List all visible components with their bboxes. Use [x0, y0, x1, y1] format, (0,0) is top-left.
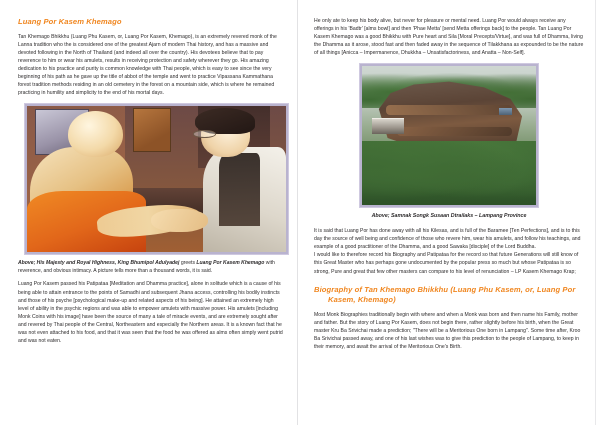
- mountain-temple-caption: Above; Samnak Songk Susaan Dtrailaks – Lampang Province: [371, 213, 527, 220]
- monk-and-king-photo: [24, 103, 289, 255]
- biography-subheading-line-1: Biography of Tan Khemago Bhikkhu (Luang Phu Kasem, or, Luang Por: [314, 284, 576, 294]
- mountain-temple-photo: [359, 63, 539, 208]
- caption-subject: Luang Por Kasem Khemago: [196, 260, 265, 267]
- left-paragraph-1: Tan Khemago Bhikkhu (Luang Phu Kasem, or, Luang Por Kasem, Khemago), is an extremely revered monk of the Lanna tradition who the is considered one of the greatest Ajarn of modern Thai history, and has a massive and devoted following in the North of Thailand (and indeed all over the country). His devotees believe that to pay reverence to him or wear his amulets, results in receiving protection and safety wherever they go. His amazing dedication to his practice and purity is common knowledge with Thai people, which is easy to see since the very beginning of his path as he gave up the title of abbot of the temple and went to practice Vipassana Kammathana forest tradition methods residing in an old cemetery in the forest on a mountain side, which is where he remained practicing in humility and simplicity to the end of his mortal days.: [18, 34, 277, 97]
- left-page: [0, 0, 297, 425]
- photo-temple-building: [372, 118, 403, 134]
- monk-and-king-figure: [18, 103, 283, 255]
- photo-monk-head: [68, 111, 122, 158]
- photo-inner: [27, 106, 286, 252]
- right-page: [298, 0, 600, 425]
- photo-forest-canopy: [362, 141, 536, 205]
- photo-inner: [362, 66, 536, 205]
- page-title: Luang Por Kasem Khemago: [18, 17, 122, 26]
- right-paragraph-1: He only ate to keep his body alive, but never for pleasure or mental need. Luang Por would always receive any offerings in his 'Badtr' [alms bowl] and then 'Phae Metta' [send Metta offerings back] to the people. Tan Luang Por Kasem Khemago was a good Bhikkhu with Pure heart and Sila [Moral Precepts/Virtue], and was full of Dhamma, living the Dhamma as it arose, stood fast and then faded away in the sequence of Tilakkhana as expounded to be the nature of all things [Anicca – Impermanence, Dhukkha – Unsatisfactoriness, and Anatta – Non-Self].: [314, 18, 584, 57]
- caption-lead: Above; His Majesty and Royal Highness, King Bhumipol Adulyadej: [18, 260, 180, 267]
- biography-subheading: [314, 285, 584, 306]
- photo-king-sash: [219, 153, 260, 226]
- photo-king-glasses: [193, 130, 216, 138]
- photo-wall-scroll: [133, 108, 171, 152]
- right-paragraph-3: I would like to therefore record his Biography and Patipataa for the record so that future Generations will still know of this Great Master who has perhaps gone undocumented by the popular press so much but whose Patipataa is so strong, Pure and great that few other masters can compare to his level of renunciation – LP Kasem Khemago Krap;: [314, 252, 579, 275]
- photo-temple-roof: [499, 108, 511, 115]
- left-paragraph-2: Luang Por Kasem passed his Patipataa [Meditation and Dhamma practice], alone in solitude which is a cause of his being able to attain entrance to the points of Samadhi and subsequent Jhana access, controlling his bodily instincts and those of his psyche [psychological make-up and related aspects of his being]. He attained an extremely high level of ability in the psychic regions and was able to empower amulets with massive power. His amulets [including Monk Coins with his image] have been the source of many a tale of miracle events, and are extremely sought after and revered by Thai people of the Central, Northeastern and especially the Northern areas. It is a known fact that he was not even attached to his food, and that it was seen that the food he was offered as alms often simply went putrid and was not eaten.: [18, 281, 283, 344]
- right-paragraph-2: It is said that Luang Por has done away with all his Kilesas, and is full of the Baramee [Ten Perfections], and is to this day the source of well being and confidence of those who revere him, wear his amulets, and follow his teachings, and example of a good practitioner of the Dhamma, and a good Sawaka [disciple] of the Lord Buddha.: [314, 228, 581, 251]
- photo-rock-strata-2: [397, 127, 512, 135]
- photo-rock-strata-1: [386, 105, 511, 115]
- monk-and-king-caption: [18, 259, 283, 275]
- mountain-temple-figure: [314, 63, 584, 208]
- photo-clasped-hands: [151, 209, 208, 232]
- caption-mid: greets: [179, 260, 197, 267]
- right-paragraph-4: Most Monk Biographies traditionally begin with where and when a Monk was born and then name his Family, mother and father. But the story of Luang Por Kasem, does not begin there, rather slightly before his birth, when the Great master Kru Ba Srivichai made a prediction; "There will be a Meritorious One born in Lampang". Some time after, Kroo Ba Srivichai passed away, and one of his last wishes was to give this prediction to the people of Lampang, to keep in their memory, and await the arrival of the Meritorious One's Birth.: [314, 311, 581, 350]
- caption-tail: with reverence, and obvious intimacy. A picture tells more than a thousand words, it is said.: [18, 260, 275, 275]
- biography-subheading-line-2: Kasem, Khemago): [328, 295, 396, 305]
